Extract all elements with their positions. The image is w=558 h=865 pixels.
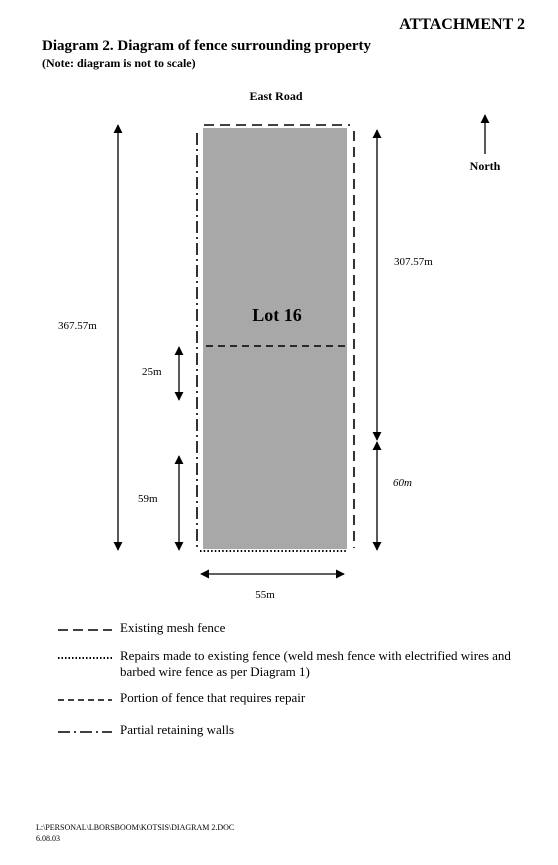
repair-fence-swatch: [56, 648, 114, 664]
diagram-title: Diagram 2. Diagram of fence surrounding property: [42, 38, 372, 54]
mesh-fence-swatch: [56, 620, 114, 636]
segment-59-label: 59m: [138, 493, 158, 505]
width-label: 55m: [255, 589, 275, 601]
north-label: North: [469, 159, 501, 173]
segment-25-label: 25m: [142, 366, 162, 378]
legend-label: Existing mesh fence: [120, 620, 226, 635]
footer-file-path: L:\PERSONAL\LBORSBOOM\KOTSIS\DIAGRAM 2.DOC: [36, 823, 235, 832]
diagram-note: (Note: diagram is not to scale): [42, 56, 196, 70]
retaining-wall-swatch: [56, 722, 114, 738]
legend-label: Partial retaining walls: [120, 722, 235, 737]
road-label: East Road: [249, 89, 303, 103]
legend-label: Portion of fence that requires repair: [120, 690, 306, 705]
attachment-label: ATTACHMENT 2: [399, 16, 525, 33]
legend-label: Repairs made to existing fence (weld mesh fence with electrified wires and barbed wire fence as per Diagram 1): [120, 648, 511, 679]
legend-item-requires-repair: [56, 690, 536, 722]
lower-length-label: 60m: [393, 477, 412, 489]
requires-repair-swatch: [56, 690, 114, 706]
lot-16-area: [203, 128, 347, 549]
upper-length-label: 307.57m: [394, 256, 433, 268]
lot-label: Lot 16: [252, 305, 302, 325]
total-length-label: 367.57m: [58, 320, 97, 332]
legend-item-repairs: [56, 648, 536, 688]
legend-item-retaining-walls: [56, 722, 536, 754]
footer-date: 6.08.03: [36, 834, 60, 843]
